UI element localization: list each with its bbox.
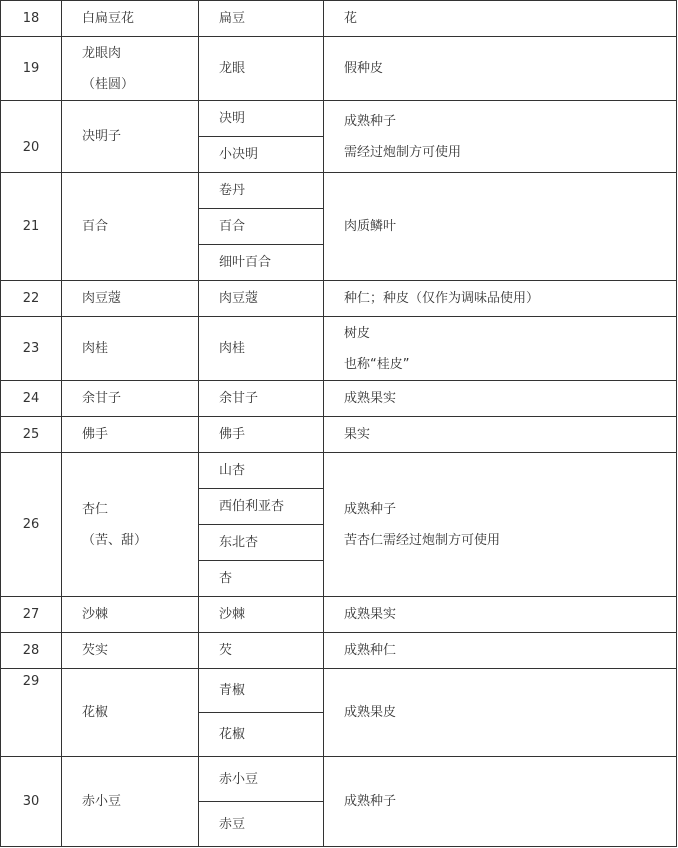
species-name: 西伯利亚杏	[199, 489, 324, 525]
table-row	[1, 37, 677, 101]
row-number: 18	[1, 1, 62, 37]
table-row	[1, 1, 677, 37]
species-name: 决明	[199, 101, 324, 137]
item-name: 赤小豆	[62, 757, 199, 847]
species-name: 小决明	[199, 137, 324, 173]
table-row	[1, 281, 677, 317]
item-name: 杏仁 （苦、甜）	[62, 453, 199, 597]
item-name: 龙眼肉 （桂圆）	[62, 37, 199, 101]
table-row	[1, 453, 677, 489]
table-row	[1, 669, 677, 713]
item-name: 决明子	[62, 101, 199, 173]
item-name: 余甘子	[62, 381, 199, 417]
table-row	[1, 317, 677, 381]
table-row	[1, 597, 677, 633]
table-row	[1, 633, 677, 669]
row-number: 27	[1, 597, 62, 633]
item-name: 沙棘	[62, 597, 199, 633]
used-part: 成熟果实	[324, 381, 677, 417]
table-row	[1, 757, 677, 802]
row-number: 30	[1, 757, 62, 847]
used-part: 花	[324, 1, 677, 37]
table-row	[1, 381, 677, 417]
row-number: 29	[1, 669, 62, 757]
item-name: 白扁豆花	[62, 1, 199, 37]
used-part: 成熟果实	[324, 597, 677, 633]
item-name: 肉豆蔻	[62, 281, 199, 317]
row-number: 21	[1, 173, 62, 281]
species-name: 细叶百合	[199, 245, 324, 281]
used-part: 成熟种仁	[324, 633, 677, 669]
species-name: 肉豆蔻	[199, 281, 324, 317]
species-name: 百合	[199, 209, 324, 245]
table-row	[1, 173, 677, 209]
row-number: 20	[1, 101, 62, 173]
table-row	[1, 101, 677, 137]
species-name: 肉桂	[199, 317, 324, 381]
species-name: 杏	[199, 561, 324, 597]
item-name: 花椒	[62, 669, 199, 757]
item-name: 百合	[62, 173, 199, 281]
used-part: 成熟种子 需经过炮制方可使用	[324, 101, 677, 173]
species-name: 龙眼	[199, 37, 324, 101]
species-name: 山杏	[199, 453, 324, 489]
species-name: 佛手	[199, 417, 324, 453]
species-name: 青椒	[199, 669, 324, 713]
used-part: 肉质鳞叶	[324, 173, 677, 281]
row-number: 28	[1, 633, 62, 669]
row-number: 19	[1, 37, 62, 101]
row-number: 23	[1, 317, 62, 381]
species-name: 东北杏	[199, 525, 324, 561]
row-number: 22	[1, 281, 62, 317]
used-part: 成熟种子 苦杏仁需经过炮制方可使用	[324, 453, 677, 597]
item-name: 肉桂	[62, 317, 199, 381]
row-number: 26	[1, 453, 62, 597]
species-name: 余甘子	[199, 381, 324, 417]
species-name: 赤小豆	[199, 757, 324, 802]
item-name: 佛手	[62, 417, 199, 453]
row-number: 25	[1, 417, 62, 453]
species-name: 扁豆	[199, 1, 324, 37]
item-name: 芡实	[62, 633, 199, 669]
used-part: 树皮 也称“桂皮”	[324, 317, 677, 381]
species-name: 芡	[199, 633, 324, 669]
used-part: 成熟种子	[324, 757, 677, 847]
species-name: 卷丹	[199, 173, 324, 209]
species-name: 花椒	[199, 713, 324, 757]
table-row	[1, 417, 677, 453]
species-name: 沙棘	[199, 597, 324, 633]
used-part: 种仁；种皮（仅作为调味品使用）	[324, 281, 677, 317]
used-part: 果实	[324, 417, 677, 453]
species-name: 赤豆	[199, 802, 324, 847]
used-part: 假种皮	[324, 37, 677, 101]
row-number: 24	[1, 381, 62, 417]
used-part: 成熟果皮	[324, 669, 677, 757]
